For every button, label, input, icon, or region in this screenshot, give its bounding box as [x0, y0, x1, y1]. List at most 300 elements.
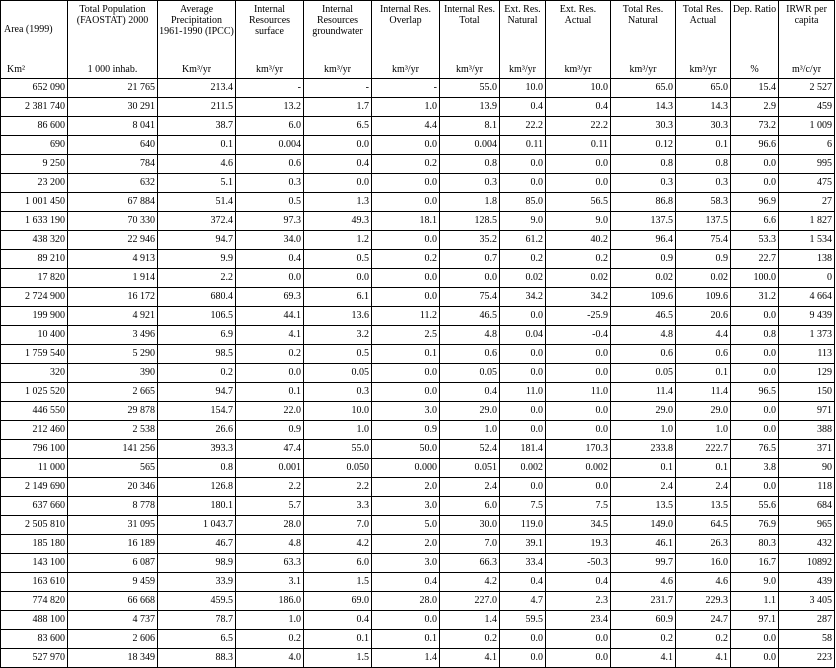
table-cell: 6.5 — [158, 630, 236, 649]
column-header — [372, 1, 440, 79]
table-row — [1, 402, 835, 421]
table-cell: 0.8 — [676, 155, 731, 174]
table-cell: 0.0 — [236, 364, 304, 383]
table-cell: 34.5 — [546, 516, 611, 535]
table-cell: 126.8 — [158, 478, 236, 497]
table-cell: 0.0 — [731, 174, 779, 193]
table-cell: 28.0 — [372, 592, 440, 611]
table-cell: 640 — [68, 136, 158, 155]
table-cell: 94.7 — [158, 231, 236, 250]
table-cell: 29.0 — [611, 402, 676, 421]
table-cell: 96.5 — [731, 383, 779, 402]
table-cell: 0.004 — [236, 136, 304, 155]
table-body — [1, 79, 835, 668]
table-cell: 16.0 — [676, 554, 731, 573]
table-cell: 0.0 — [372, 383, 440, 402]
table-cell: 222.7 — [676, 440, 731, 459]
table-row — [1, 174, 835, 193]
table-cell: 22 946 — [68, 231, 158, 250]
table-cell: 4.6 — [676, 573, 731, 592]
table-cell: 83 600 — [1, 630, 68, 649]
table-cell: 1.0 — [236, 611, 304, 630]
table-cell: 10.0 — [500, 79, 546, 98]
table-cell: 61.2 — [500, 231, 546, 250]
table-cell: 9 439 — [779, 307, 835, 326]
table-cell: 0.6 — [236, 155, 304, 174]
table-cell: 0.6 — [676, 345, 731, 364]
table-cell: 0.2 — [611, 630, 676, 649]
table-cell: 55.6 — [731, 497, 779, 516]
table-cell: 4 921 — [68, 307, 158, 326]
table-cell: 16 189 — [68, 535, 158, 554]
column-header — [236, 1, 304, 79]
table-cell: 1.3 — [304, 193, 372, 212]
table-cell: 20.6 — [676, 307, 731, 326]
table-cell: 3.3 — [304, 497, 372, 516]
table-cell: 231.7 — [611, 592, 676, 611]
table-cell: 4 913 — [68, 250, 158, 269]
table-cell: 1 001 450 — [1, 193, 68, 212]
table-row — [1, 516, 835, 535]
column-unit: Km² — [7, 64, 25, 75]
table-cell: 17 820 — [1, 269, 68, 288]
table-cell: 0.12 — [611, 136, 676, 155]
table-row — [1, 288, 835, 307]
table-cell: 13.9 — [440, 98, 500, 117]
table-cell: 10892 — [779, 554, 835, 573]
table-cell: 0.000 — [372, 459, 440, 478]
column-unit: km³/yr — [392, 64, 419, 75]
table-cell: 229.3 — [676, 592, 731, 611]
table-row — [1, 421, 835, 440]
table-cell: 73.2 — [731, 117, 779, 136]
table-cell: 7.5 — [500, 497, 546, 516]
table-cell: 66 668 — [68, 592, 158, 611]
table-cell: 30 291 — [68, 98, 158, 117]
table-row — [1, 98, 835, 117]
table-cell: 784 — [68, 155, 158, 174]
table-cell: 0.2 — [158, 364, 236, 383]
table-cell: 1 009 — [779, 117, 835, 136]
table-cell: 9.0 — [546, 212, 611, 231]
table-cell: 40.2 — [546, 231, 611, 250]
table-cell: 372.4 — [158, 212, 236, 231]
table-cell: 69.3 — [236, 288, 304, 307]
table-cell: 1.4 — [440, 611, 500, 630]
table-cell: 0.1 — [236, 383, 304, 402]
table-cell: 96.4 — [611, 231, 676, 250]
table-cell: 6.0 — [440, 497, 500, 516]
table-cell: 33.9 — [158, 573, 236, 592]
table-cell: 138 — [779, 250, 835, 269]
table-cell: 0.4 — [304, 611, 372, 630]
table-cell: 2 149 690 — [1, 478, 68, 497]
table-cell: 4.4 — [372, 117, 440, 136]
table-cell: 527 970 — [1, 649, 68, 668]
table-cell: 0.8 — [440, 155, 500, 174]
table-cell: 0.1 — [611, 459, 676, 478]
table-cell: 80.3 — [731, 535, 779, 554]
table-cell: 0.1 — [676, 459, 731, 478]
table-cell: 0.6 — [611, 345, 676, 364]
table-cell: 76.5 — [731, 440, 779, 459]
table-cell: 0.0 — [731, 402, 779, 421]
table-row — [1, 573, 835, 592]
table-cell: 149.0 — [611, 516, 676, 535]
table-cell: 680.4 — [158, 288, 236, 307]
table-cell: 16 172 — [68, 288, 158, 307]
table-cell: 971 — [779, 402, 835, 421]
table-cell: 96.9 — [731, 193, 779, 212]
table-row — [1, 383, 835, 402]
table-cell: 163 610 — [1, 573, 68, 592]
table-cell: 0.0 — [546, 345, 611, 364]
table-cell: 1.0 — [611, 421, 676, 440]
table-cell: -25.9 — [546, 307, 611, 326]
table-cell: 0.0 — [304, 174, 372, 193]
table-cell: 34.0 — [236, 231, 304, 250]
table-cell: 0.8 — [611, 155, 676, 174]
column-unit: km³/yr — [456, 64, 483, 75]
table-cell: 6.5 — [304, 117, 372, 136]
table-cell: 7.5 — [546, 497, 611, 516]
table-cell: 0 — [779, 269, 835, 288]
table-cell: 4.7 — [500, 592, 546, 611]
column-label: Internal Res. Total — [443, 4, 496, 26]
table-cell: 65.0 — [611, 79, 676, 98]
table-cell: 199 900 — [1, 307, 68, 326]
column-header — [676, 1, 731, 79]
table-cell: 58 — [779, 630, 835, 649]
table-cell: 23 200 — [1, 174, 68, 193]
table-cell: 0.4 — [546, 573, 611, 592]
table-cell: 1 025 520 — [1, 383, 68, 402]
header-row — [1, 1, 835, 79]
table-cell: 22.2 — [546, 117, 611, 136]
table-cell: 94.7 — [158, 383, 236, 402]
table-cell: 2.2 — [236, 478, 304, 497]
table-row — [1, 440, 835, 459]
table-cell: 0.1 — [372, 345, 440, 364]
column-unit: km³/yr — [689, 64, 717, 75]
table-cell: 1.0 — [440, 421, 500, 440]
column-label: Total Res. Actual — [682, 4, 724, 26]
table-cell: 137.5 — [611, 212, 676, 231]
table-cell: 0.0 — [372, 193, 440, 212]
table-cell: 8 778 — [68, 497, 158, 516]
table-cell: 49.3 — [304, 212, 372, 231]
table-cell: - — [236, 79, 304, 98]
table-cell: 995 — [779, 155, 835, 174]
table-cell: 1.5 — [304, 573, 372, 592]
table-cell: 3.8 — [731, 459, 779, 478]
table-row — [1, 136, 835, 155]
table-cell: 9.9 — [158, 250, 236, 269]
table-cell: 2.4 — [440, 478, 500, 497]
column-header — [731, 1, 779, 79]
table-cell: 0.2 — [500, 250, 546, 269]
table-cell: 2 724 900 — [1, 288, 68, 307]
table-header — [1, 1, 835, 79]
column-header — [500, 1, 546, 79]
table-cell: 29.0 — [676, 402, 731, 421]
column-unit: km³/yr — [564, 64, 592, 75]
table-cell: 66.3 — [440, 554, 500, 573]
table-cell: 0.0 — [500, 421, 546, 440]
table-cell: 233.8 — [611, 440, 676, 459]
table-cell: 86 600 — [1, 117, 68, 136]
table-cell: 31 095 — [68, 516, 158, 535]
column-label: Internal Resources groundwater — [312, 4, 363, 37]
table-cell: 2 538 — [68, 421, 158, 440]
table-cell: 22.7 — [731, 250, 779, 269]
table-cell: 46.7 — [158, 535, 236, 554]
column-label: Internal Res. Overlap — [379, 4, 432, 26]
table-cell: 185 180 — [1, 535, 68, 554]
table-cell: 0.4 — [372, 573, 440, 592]
table-cell: 1.0 — [676, 421, 731, 440]
table-cell: 7.0 — [440, 535, 500, 554]
table-cell: 0.5 — [304, 345, 372, 364]
table-cell: 0.001 — [236, 459, 304, 478]
table-cell: 1.2 — [304, 231, 372, 250]
table-cell: 8.1 — [440, 117, 500, 136]
table-cell: 0.0 — [372, 611, 440, 630]
table-cell: 0.0 — [546, 649, 611, 668]
table-cell: 67 884 — [68, 193, 158, 212]
table-cell: 59.5 — [500, 611, 546, 630]
table-cell: 88.3 — [158, 649, 236, 668]
table-cell: 0.2 — [546, 250, 611, 269]
table-cell: 96.6 — [731, 136, 779, 155]
table-cell: 1 914 — [68, 269, 158, 288]
table-cell: 0.02 — [500, 269, 546, 288]
table-cell: 388 — [779, 421, 835, 440]
table-cell: 1 827 — [779, 212, 835, 231]
table-cell: 64.5 — [676, 516, 731, 535]
table-cell: 0.5 — [304, 250, 372, 269]
table-cell: 0.0 — [500, 307, 546, 326]
table-cell: 4.1 — [440, 649, 500, 668]
table-cell: 446 550 — [1, 402, 68, 421]
table-cell: 0.9 — [372, 421, 440, 440]
table-cell: 0.11 — [500, 136, 546, 155]
table-cell: 0.0 — [372, 288, 440, 307]
table-cell: 6.0 — [236, 117, 304, 136]
table-cell: 0.0 — [731, 630, 779, 649]
table-cell: 78.7 — [158, 611, 236, 630]
column-header — [440, 1, 500, 79]
table-cell: 10.0 — [546, 79, 611, 98]
table-cell: 227.0 — [440, 592, 500, 611]
table-cell: 100.0 — [731, 269, 779, 288]
table-cell: 3.1 — [236, 573, 304, 592]
table-cell: 18 349 — [68, 649, 158, 668]
table-cell: 2 505 810 — [1, 516, 68, 535]
table-cell: 11.0 — [500, 383, 546, 402]
table-cell: 0.1 — [372, 630, 440, 649]
table-cell: 223 — [779, 649, 835, 668]
table-cell: 15.4 — [731, 79, 779, 98]
table-cell: 0.1 — [676, 364, 731, 383]
table-cell: 0.051 — [440, 459, 500, 478]
table-row — [1, 193, 835, 212]
column-header — [304, 1, 372, 79]
table-cell: 9 459 — [68, 573, 158, 592]
table-cell: 109.6 — [676, 288, 731, 307]
column-header — [611, 1, 676, 79]
table-cell: 320 — [1, 364, 68, 383]
column-header — [68, 1, 158, 79]
column-header — [546, 1, 611, 79]
table-cell: 0.3 — [611, 174, 676, 193]
table-row — [1, 79, 835, 98]
table-cell: 11.0 — [546, 383, 611, 402]
table-cell: 2.3 — [546, 592, 611, 611]
table-cell: 0.0 — [731, 155, 779, 174]
table-cell: 29 878 — [68, 402, 158, 421]
table-cell: 1 633 190 — [1, 212, 68, 231]
table-cell: 0.4 — [304, 155, 372, 174]
table-cell: 39.1 — [500, 535, 546, 554]
table-cell: 0.02 — [676, 269, 731, 288]
table-cell: 33.4 — [500, 554, 546, 573]
table-cell: 1.0 — [372, 98, 440, 117]
table-cell: 143 100 — [1, 554, 68, 573]
table-cell: 0.0 — [546, 630, 611, 649]
table-cell: 150 — [779, 383, 835, 402]
table-cell: 0.2 — [372, 155, 440, 174]
table-cell: 22.0 — [236, 402, 304, 421]
table-cell: 0.0 — [372, 136, 440, 155]
table-cell: 141 256 — [68, 440, 158, 459]
table-cell: 186.0 — [236, 592, 304, 611]
table-cell: 1.4 — [372, 649, 440, 668]
table-cell: 0.0 — [500, 478, 546, 497]
table-cell: 390 — [68, 364, 158, 383]
table-cell: 55.0 — [304, 440, 372, 459]
table-cell: 439 — [779, 573, 835, 592]
table-cell: 3.0 — [372, 554, 440, 573]
table-cell: 0.4 — [440, 383, 500, 402]
table-cell: 1.7 — [304, 98, 372, 117]
table-cell: 1 373 — [779, 326, 835, 345]
table-cell: 0.9 — [676, 250, 731, 269]
table-cell: 0.0 — [500, 174, 546, 193]
table-cell: 0.4 — [500, 573, 546, 592]
table-row — [1, 535, 835, 554]
table-cell: 90 — [779, 459, 835, 478]
table-cell: 51.4 — [158, 193, 236, 212]
table-cell: 0.3 — [440, 174, 500, 193]
table-cell: 44.1 — [236, 307, 304, 326]
table-cell: 106.5 — [158, 307, 236, 326]
table-cell: 0.004 — [440, 136, 500, 155]
table-cell: -0.4 — [546, 326, 611, 345]
table-cell: 26.6 — [158, 421, 236, 440]
table-cell: 0.0 — [500, 630, 546, 649]
table-cell: 4.8 — [236, 535, 304, 554]
table-cell: 0.0 — [500, 155, 546, 174]
table-cell: 393.3 — [158, 440, 236, 459]
table-cell: 129 — [779, 364, 835, 383]
table-cell: 287 — [779, 611, 835, 630]
table-cell: 13.5 — [676, 497, 731, 516]
table-cell: 0.0 — [372, 231, 440, 250]
table-cell: 0.0 — [731, 478, 779, 497]
table-cell: 212 460 — [1, 421, 68, 440]
table-cell: 24.7 — [676, 611, 731, 630]
table-cell: 16.7 — [731, 554, 779, 573]
table-cell: 438 320 — [1, 231, 68, 250]
table-cell: 6 — [779, 136, 835, 155]
table-cell: 0.0 — [372, 269, 440, 288]
column-unit: 1 000 inhab. — [87, 64, 138, 75]
table-cell: 0.002 — [546, 459, 611, 478]
table-row — [1, 611, 835, 630]
table-cell: 5.1 — [158, 174, 236, 193]
table-cell: 9.0 — [731, 573, 779, 592]
table-cell: 2.9 — [731, 98, 779, 117]
table-cell: 6.9 — [158, 326, 236, 345]
table-cell: 0.2 — [236, 630, 304, 649]
table-cell: 774 820 — [1, 592, 68, 611]
table-cell: 0.8 — [731, 326, 779, 345]
table-cell: 60.9 — [611, 611, 676, 630]
table-cell: 6.6 — [731, 212, 779, 231]
table-cell: 0.0 — [546, 478, 611, 497]
table-cell: 5.0 — [372, 516, 440, 535]
table-cell: 3.0 — [372, 402, 440, 421]
table-cell: 5.7 — [236, 497, 304, 516]
table-cell: 97.3 — [236, 212, 304, 231]
table-cell: 109.6 — [611, 288, 676, 307]
table-cell: 0.2 — [440, 630, 500, 649]
table-row — [1, 326, 835, 345]
table-cell: 0.4 — [500, 98, 546, 117]
table-row — [1, 269, 835, 288]
table-cell: 1 043.7 — [158, 516, 236, 535]
table-row — [1, 649, 835, 668]
table-cell: 4.1 — [611, 649, 676, 668]
table-cell: 459 — [779, 98, 835, 117]
table-cell: 1 534 — [779, 231, 835, 250]
table-cell: 89 210 — [1, 250, 68, 269]
table-cell: 55.0 — [440, 79, 500, 98]
table-cell: 965 — [779, 516, 835, 535]
table-cell: 22.2 — [500, 117, 546, 136]
table-cell: 0.0 — [304, 269, 372, 288]
table-cell: 34.2 — [500, 288, 546, 307]
table-cell: 0.0 — [440, 269, 500, 288]
table-cell: 0.04 — [500, 326, 546, 345]
column-label: Ext. Res. Natural — [504, 4, 541, 26]
table-cell: 181.4 — [500, 440, 546, 459]
table-row — [1, 364, 835, 383]
table-cell: 50.0 — [372, 440, 440, 459]
table-cell: 85.0 — [500, 193, 546, 212]
table-cell: 0.9 — [236, 421, 304, 440]
table-cell: 0.0 — [546, 402, 611, 421]
table-cell: 4 664 — [779, 288, 835, 307]
table-cell: 0.0 — [500, 649, 546, 668]
column-label: Internal Resources surface — [248, 4, 291, 37]
table-cell: 2.0 — [372, 535, 440, 554]
table-cell: 0.1 — [676, 136, 731, 155]
table-cell: 0.2 — [372, 250, 440, 269]
table-cell: 6 087 — [68, 554, 158, 573]
table-cell: 6.1 — [304, 288, 372, 307]
